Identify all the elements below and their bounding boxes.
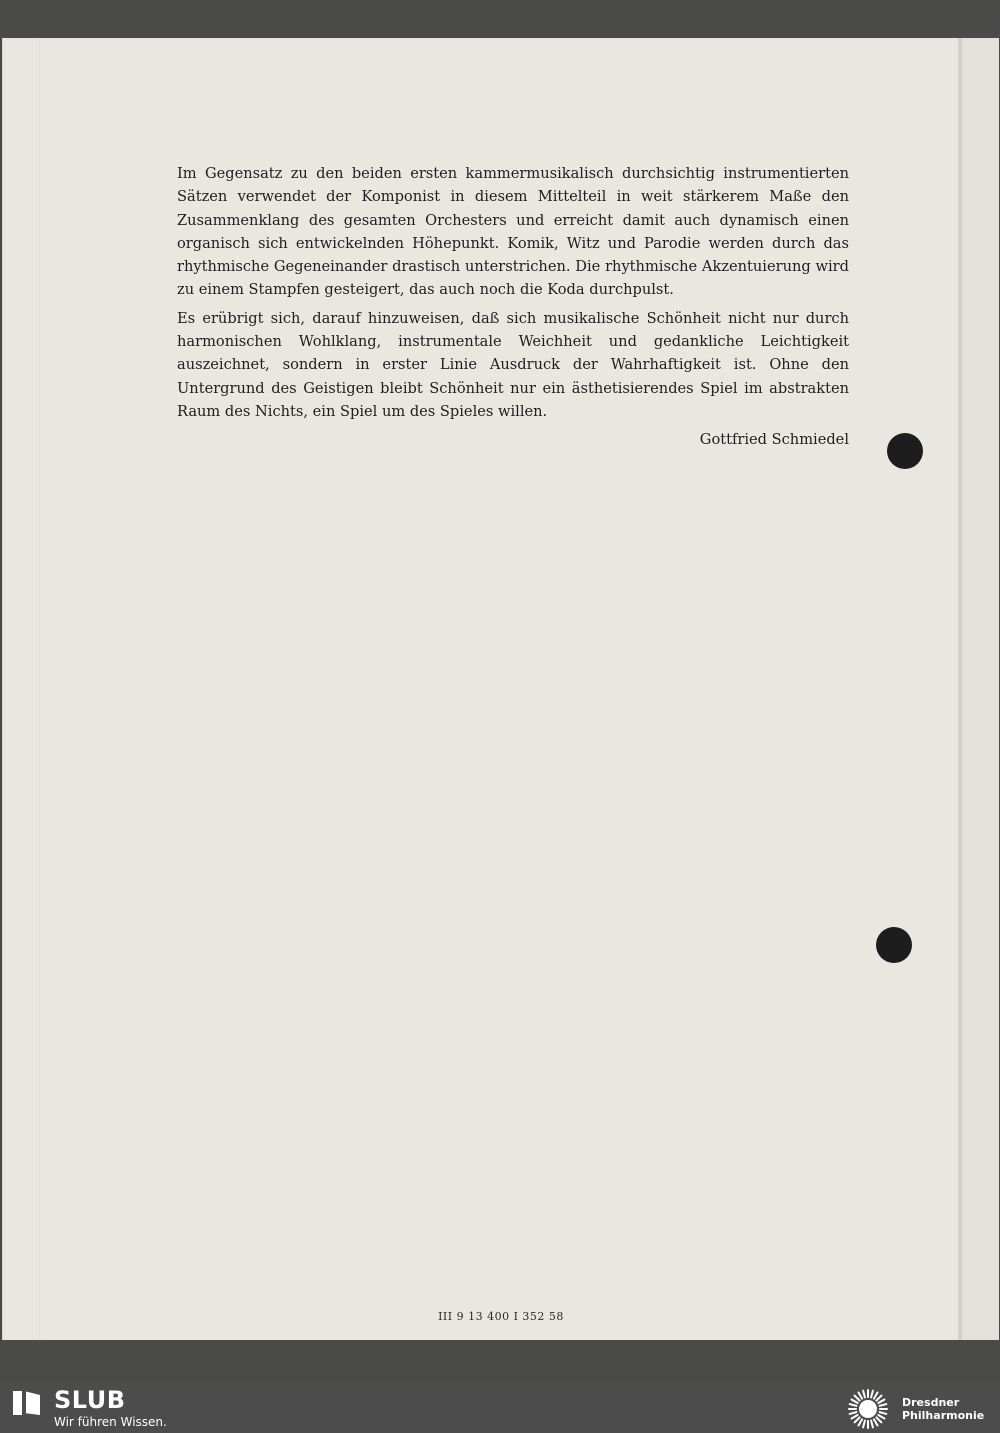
partner-name-line1: Dresdner [902,1396,960,1409]
body-text [177,162,849,452]
sun-ray [871,1391,873,1398]
sun-ray [874,1393,878,1399]
partner-name [902,1396,984,1422]
sun-ray [874,1419,878,1425]
sun-ray [880,1412,887,1414]
print-code: III 9 13 400 I 352 58 [438,1310,564,1323]
sun-ray [871,1421,873,1428]
sun-ray [855,1417,860,1422]
slub-book-icon [12,1389,42,1417]
sun-ray [878,1415,884,1419]
slub-title: SLUB [54,1386,126,1414]
sun-ray [859,1419,863,1425]
paragraph: Es erübrigt sich, darauf hinzuweisen, daß sich musikalische Schönheit nicht nur durch harmonischen Wohlklang, instrumentale Weichheit und gedankliche Leichtigkeit auszeichnet, sondern in erster Linie Ausdruck der Wahrhaftigkeit ist. Ohne den Untergrund des Geistigen bleibt Schönheit nur ein ästhetisierendes Spiel im abstrakten Raum des Nichts, ein Spiel um des Spieles willen. [177,309,849,420]
page-edge-strip [963,38,999,1340]
author-signature: Gottfried Schmiedel [699,431,849,449]
dresdner-philharmonie-sun-icon [842,1387,894,1431]
page-fold-left [39,38,42,1340]
sun-ray [878,1400,884,1404]
sun-ray [876,1396,881,1401]
sun-ray [863,1391,865,1398]
partner-name-line2: Philharmonie [902,1409,985,1422]
sun-ray [880,1404,887,1406]
sun-ray [863,1421,865,1428]
sun-ray [850,1412,857,1414]
sun-ray [855,1396,860,1401]
punch-hole [876,927,912,963]
scanned-page [2,38,999,1340]
punch-hole [887,433,923,469]
sun-ray [852,1400,858,1404]
paragraph: Im Gegensatz zu den beiden ersten kammermusikalisch durchsichtig instrumentierten Sätzen verwendet der Komponist in diesem Mittelteil in weit stärkerem Maße den Zusammenklang des gesamten Orchesters und erreicht damit auch dynamisch einen organisch sich entwickelnden Höhepunkt. Komik, Witz und Parodie werden durch das rhythmische Gegeneinander drastisch unterstrichen. Die rhythmische Akzentuierung wird zu einem Stampfen gesteigert, das auch noch die Koda durchpulst. [177,165,849,299]
sun-ray [876,1417,881,1422]
footer-bar [0,1383,1000,1433]
sun-ray [859,1393,863,1399]
slub-subtitle: Wir führen Wissen. [54,1415,167,1429]
sun-ray [850,1404,857,1406]
sun-ray [852,1415,858,1419]
